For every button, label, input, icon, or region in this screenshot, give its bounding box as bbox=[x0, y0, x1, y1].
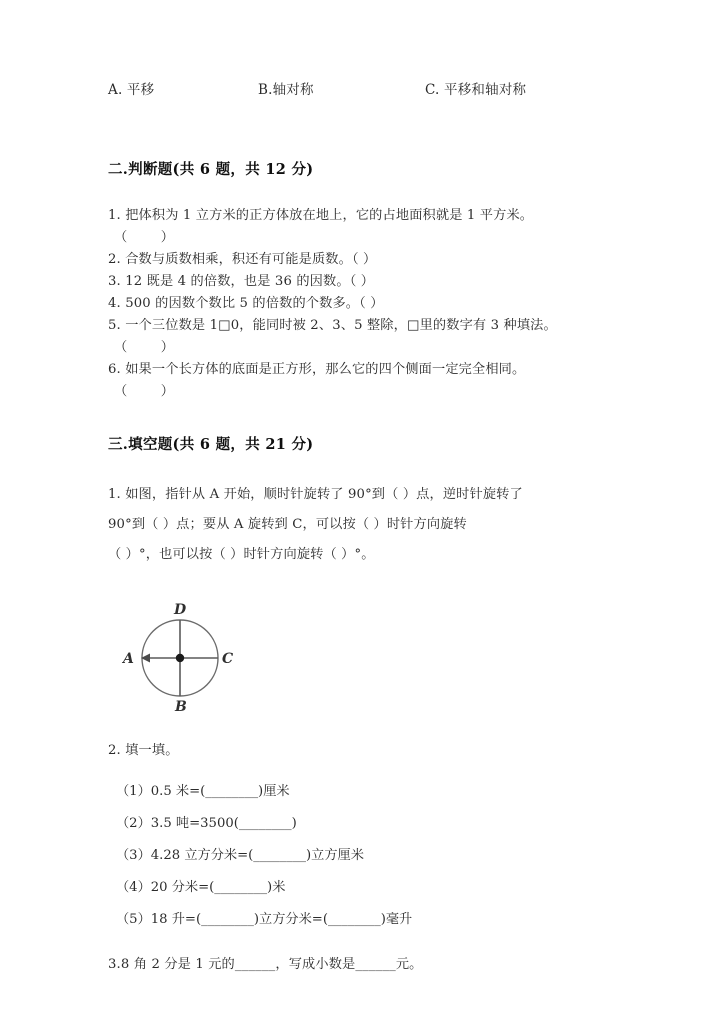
spacer bbox=[108, 403, 628, 433]
spacer bbox=[108, 454, 628, 480]
judgement-answer-blank-1[interactable]: （ ） bbox=[114, 230, 174, 245]
spacer bbox=[108, 762, 628, 776]
judgement-item-5: 5. 一个三位数是 1□0，能同时被 2、3、5 整除，□里的数字有 3 种填法。 bbox=[108, 318, 557, 333]
fill-blank-q3[interactable]: 3.8 角 2 分是 1 元的______，写成小数是______元。 bbox=[108, 957, 423, 972]
fill-blank-q2-prompt: 2. 填一填。 bbox=[108, 743, 179, 758]
judgement-answer-blank-5[interactable]: （ ） bbox=[114, 340, 174, 355]
figure-label-c: C bbox=[222, 651, 234, 667]
fill-blank-q2-item-4[interactable]: （4）20 分米=(________)米 bbox=[116, 880, 286, 895]
fill-blank-q2-item-5[interactable]: （5）18 升=(________)立方分米=(________)毫升 bbox=[116, 912, 413, 927]
section-heading-fill-blank: 三.填空题(共 6 题，共 21 分) bbox=[108, 436, 314, 453]
figure-label-d: D bbox=[174, 602, 187, 618]
fill-blank-q1-line2: 90°到（ ）点；要从 A 旋转到 C，可以按（ ）时针方向旋转 bbox=[108, 517, 467, 532]
spacer bbox=[108, 179, 628, 205]
fill-blank-q1-line1: 1. 如图，指针从 A 开始，顺时针旋转了 90°到（ ）点，逆时针旋转了 bbox=[108, 487, 523, 502]
judgement-item-6: 6. 如果一个长方体的底面是正方形，那么它的四个侧面一定完全相同。 bbox=[108, 362, 526, 377]
judgement-item-2: 2. 合数与质数相乘，积还有可能是质数。（ ） bbox=[108, 252, 377, 267]
spacer bbox=[108, 936, 628, 950]
section-heading-judgement: 二.判断题(共 6 题，共 12 分) bbox=[108, 161, 314, 178]
choice-option-a[interactable]: A. 平移 bbox=[108, 82, 155, 98]
figure-label-b: B bbox=[175, 699, 187, 715]
judgement-item-3: 3. 12 既是 4 的倍数，也是 36 的因数。（ ） bbox=[108, 274, 375, 289]
fill-blank-q2-item-1[interactable]: （1）0.5 米=(________)厘米 bbox=[116, 784, 290, 799]
page-content bbox=[108, 78, 628, 980]
fill-blank-q2-item-3[interactable]: （3）4.28 立方分米=(________)立方厘米 bbox=[116, 848, 364, 863]
choice-options-row bbox=[108, 78, 628, 106]
judgement-item-1: 1. 把体积为 1 立方米的正方体放在地上，它的占地面积就是 1 平方米。 bbox=[108, 208, 534, 223]
spacer bbox=[108, 570, 628, 590]
choice-option-c[interactable]: C. 平移和轴对称 bbox=[425, 82, 527, 98]
spacer bbox=[108, 718, 628, 740]
circle-center-dot bbox=[176, 654, 184, 662]
judgement-item-4: 4. 500 的因数个数比 5 的倍数的个数多。（ ） bbox=[108, 296, 384, 311]
judgement-answer-blank-6[interactable]: （ ） bbox=[114, 384, 174, 399]
fill-blank-q2-item-2[interactable]: （2）3.5 吨=3500(________) bbox=[116, 816, 297, 831]
circle-diagram-svg bbox=[108, 590, 298, 718]
fill-blank-q1-line3: （ ）°，也可以按（ ）时针方向旋转（ ）°。 bbox=[108, 547, 375, 562]
figure-label-a: A bbox=[123, 651, 134, 667]
spacer bbox=[108, 106, 628, 158]
choice-option-b[interactable]: B.轴对称 bbox=[258, 82, 314, 98]
clock-direction-circle-figure bbox=[108, 590, 308, 718]
